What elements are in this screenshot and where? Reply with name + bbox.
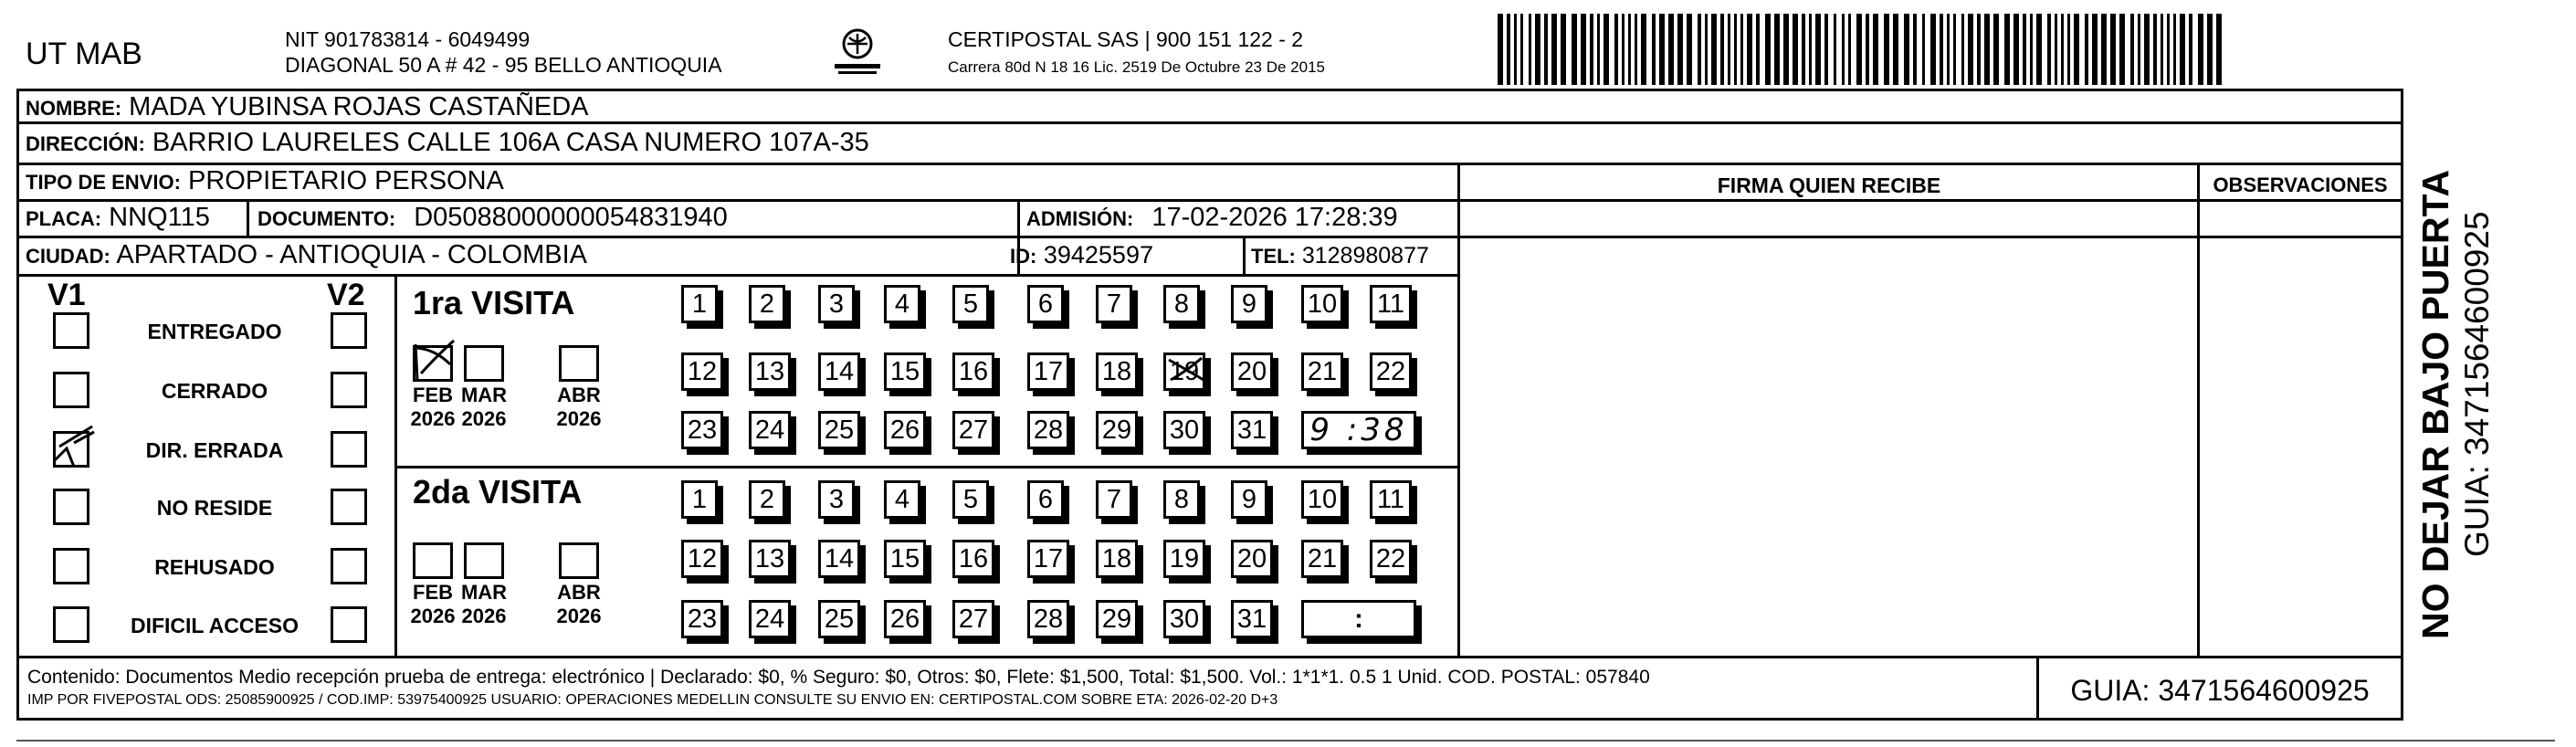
- first-day-box[interactable]: 25: [818, 411, 860, 449]
- barcode-bar: [1866, 14, 1869, 85]
- first-day-box[interactable]: 10: [1301, 285, 1343, 323]
- barcode-bar: [1705, 14, 1708, 85]
- strike-mark-icon: [1163, 352, 1209, 393]
- barcode-bar: [2161, 14, 2163, 85]
- barcode-bar: [2085, 14, 2088, 85]
- visit-split-line: [394, 466, 1459, 468]
- barcode-bar: [1711, 14, 1717, 85]
- barcode-bar: [1893, 14, 1898, 85]
- first-month-label: ABR 2026: [556, 384, 602, 431]
- barcode-bar: [1698, 14, 1701, 85]
- barcode-bar: [1884, 14, 1889, 85]
- barcode-bar: [1984, 14, 1990, 85]
- first-day-box[interactable]: 5: [952, 285, 989, 323]
- v2-checkbox[interactable]: [331, 431, 367, 468]
- first-day-box[interactable]: 21: [1301, 352, 1343, 391]
- first-day-box[interactable]: 3: [818, 285, 855, 323]
- col-line: [2036, 656, 2039, 720]
- second-day-box[interactable]: 13: [749, 540, 791, 578]
- id-value: 39425597: [1043, 241, 1153, 268]
- admision-field: [1026, 205, 1398, 231]
- barcode-bar: [1728, 14, 1730, 85]
- second-day-box[interactable]: 11: [1370, 480, 1412, 519]
- second-day-box[interactable]: 7: [1096, 480, 1132, 519]
- barcode-bar: [1740, 14, 1743, 85]
- nombre-value: MADA YUBINSA ROJAS CASTAÑEDA: [129, 92, 589, 121]
- footer-guia: GUIA: 3471564600925: [2070, 674, 2370, 707]
- second-month-label: MAR 2026: [460, 581, 508, 628]
- second-day-box[interactable]: 19: [1163, 540, 1205, 578]
- footer-content: Contenido: Documentos Medio recepción prueba de entrega: electrónico | Declarado: $0, % Seguro: $0, Otros: $0, Flete: $1,500, Total: $1,500. Vol.: 1*1*1. 0.5 1 Unid. COD. POSTAL: 057840: [27, 667, 1650, 688]
- barcode-bar: [1720, 14, 1724, 85]
- barcode-bar: [1668, 14, 1674, 85]
- v2-label: V2: [327, 278, 365, 312]
- first-month-checkbox[interactable]: [559, 345, 599, 382]
- col-line: [1243, 236, 1246, 274]
- v1-checkbox[interactable]: [53, 312, 89, 349]
- nombre-label: NOMBRE:: [26, 97, 122, 120]
- first-time-box[interactable]: [1301, 411, 1416, 449]
- barcode-bar: [1652, 14, 1656, 85]
- barcode-bar: [2119, 14, 2125, 85]
- second-day-box[interactable]: 24: [749, 600, 791, 638]
- barcode-bar: [2092, 14, 2098, 85]
- second-day-box[interactable]: 27: [952, 600, 994, 638]
- direccion-label: DIRECCIÓN:: [26, 132, 145, 155]
- v2-checkbox[interactable]: [331, 489, 367, 525]
- barcode-bar: [2067, 14, 2070, 85]
- tipo-envio-label: TIPO DE ENVIO:: [26, 171, 181, 194]
- first-month-checkbox[interactable]: [464, 345, 504, 382]
- tipo-envio-field: [26, 168, 504, 195]
- second-day-box[interactable]: 26: [884, 600, 926, 638]
- second-time-value: :: [1354, 604, 1363, 634]
- barcode-bar: [1507, 14, 1510, 85]
- second-day-box[interactable]: 21: [1301, 540, 1343, 578]
- second-day-box[interactable]: 2: [749, 480, 785, 519]
- first-day-box[interactable]: 7: [1096, 285, 1132, 323]
- barcode-bar: [1544, 14, 1548, 85]
- second-day-box[interactable]: 25: [818, 600, 860, 638]
- first-day-box[interactable]: 1: [681, 285, 718, 323]
- barcode-bar: [1947, 14, 1950, 85]
- first-day-box[interactable]: 16: [952, 352, 994, 391]
- barcode-bar: [1873, 14, 1878, 85]
- first-day-box[interactable]: 11: [1370, 285, 1412, 323]
- first-day-box[interactable]: 23: [681, 411, 723, 449]
- direccion-value: BARRIO LAURELES CALLE 106A CASA NUMERO 107A-35: [152, 128, 869, 157]
- barcode: [1498, 14, 2228, 85]
- barcode-bar: [1913, 14, 1917, 85]
- barcode-bar: [1622, 14, 1624, 85]
- barcode-bar: [1498, 14, 1503, 85]
- reason-label: NO RESIDE: [156, 496, 273, 520]
- barcode-bar: [1535, 14, 1540, 85]
- row-line: [16, 656, 2403, 658]
- barcode-bar: [1809, 14, 1812, 85]
- barcode-bar: [2055, 14, 2057, 85]
- barcode-bar: [1968, 14, 1973, 85]
- footer-tracking: IMP POR FIVEPOSTAL ODS: 25085900925 / COD.IMP: 53975400925 USUARIO: OPERACIONES MEDELLIN CONSULTE SU ENVIO EN: CERTIPOSTAL.COM SOBRE ETA: 2026-02-20 D+3: [27, 692, 1278, 708]
- barcode-bar: [1961, 14, 1964, 85]
- first-day-box[interactable]: 26: [884, 411, 926, 449]
- first-day-box[interactable]: 8: [1163, 285, 1200, 323]
- observaciones-header: OBSERVACIONES: [2213, 174, 2388, 196]
- barcode-bar: [2047, 14, 2051, 85]
- v1-checkbox[interactable]: [53, 489, 89, 525]
- barcode-bar: [1572, 14, 1577, 85]
- barcode-bar: [1687, 14, 1692, 85]
- id-field: [1010, 243, 1153, 268]
- barcode-bar: [2189, 14, 2192, 85]
- v2-checkbox[interactable]: [331, 548, 367, 584]
- second-day-box[interactable]: 15: [884, 540, 926, 578]
- barcode-bar: [2180, 14, 2185, 85]
- col-line: [2197, 163, 2200, 658]
- second-day-box[interactable]: 31: [1231, 600, 1273, 638]
- reason-label: CERRADO: [161, 379, 268, 403]
- barcode-bar: [1802, 14, 1805, 85]
- first-day-box[interactable]: 30: [1163, 411, 1205, 449]
- barcode-bar: [1993, 14, 1999, 85]
- barcode-bar: [1756, 14, 1760, 85]
- barcode-bar: [2216, 14, 2222, 85]
- second-day-box[interactable]: 3: [818, 480, 855, 519]
- tipo-envio-value: PROPIETARIO PERSONA: [187, 166, 504, 195]
- first-time-value: 9 :38: [1309, 412, 1408, 448]
- col-line: [247, 199, 249, 237]
- tel-label: TEL:: [1251, 245, 1296, 268]
- frame-bottom: [16, 718, 2403, 721]
- company-name: UT MAB: [26, 37, 142, 71]
- second-time-box[interactable]: [1301, 600, 1416, 638]
- second-day-box[interactable]: 1: [681, 480, 718, 519]
- v1-label: V1: [47, 278, 86, 312]
- first-day-box[interactable]: 28: [1027, 411, 1069, 449]
- reason-label: ENTREGADO: [147, 320, 282, 343]
- barcode-bar: [2167, 14, 2170, 85]
- barcode-bar: [1922, 14, 1925, 85]
- barcode-bar: [2030, 14, 2033, 85]
- barcode-bar: [2198, 14, 2203, 85]
- first-month-label: FEB 2026: [410, 384, 456, 431]
- reason-label: DIFICIL ACCESO: [130, 614, 299, 637]
- second-day-box[interactable]: 14: [818, 540, 860, 578]
- second-day-box[interactable]: 23: [681, 600, 723, 638]
- placa-value: NNQ115: [109, 203, 210, 232]
- first-day-box[interactable]: 18: [1096, 352, 1138, 391]
- barcode-bar: [1793, 14, 1798, 85]
- company-nit: NIT 901783814 - 6049499: [285, 27, 531, 51]
- page-edge: [16, 740, 2555, 742]
- v1-checkbox[interactable]: [53, 372, 89, 408]
- second-day-box[interactable]: 8: [1163, 480, 1200, 519]
- side-no-dejar: NO DEJAR BAJO PUERTA: [2414, 169, 2456, 639]
- reason-label: REHUSADO: [154, 555, 275, 579]
- barcode-bar: [2153, 14, 2157, 85]
- barcode-bar: [1551, 14, 1557, 85]
- barcode-bar: [1597, 14, 1600, 85]
- second-day-box[interactable]: 9: [1231, 480, 1267, 519]
- second-day-box[interactable]: 22: [1370, 540, 1412, 578]
- barcode-bar: [1628, 14, 1631, 85]
- first-day-box[interactable]: 14: [818, 352, 860, 391]
- reason-label: DIR. ERRADA: [145, 438, 284, 462]
- tel-value: 3128980877: [1301, 243, 1429, 268]
- ciudad-label: CIUDAD:: [26, 245, 110, 268]
- barcode-bar: [2173, 14, 2176, 85]
- barcode-bar: [2013, 14, 2019, 85]
- row-line: [16, 199, 2403, 202]
- row-line: [16, 121, 2403, 124]
- company-address: DIAGONAL 50 A # 42 - 95 BELLO ANTIOQUIA: [285, 53, 722, 77]
- barcode-bar: [2036, 14, 2042, 85]
- second-day-box[interactable]: 4: [884, 480, 920, 519]
- first-day-box[interactable]: 24: [749, 411, 791, 449]
- second-month-label: FEB 2026: [410, 581, 456, 628]
- barcode-bar: [1520, 14, 1523, 85]
- certipostal-logo-icon: [829, 26, 886, 80]
- barcode-bar: [1783, 14, 1789, 85]
- barcode-bar: [2023, 14, 2026, 85]
- nombre-field: [26, 94, 589, 121]
- second-month-checkbox[interactable]: [559, 542, 599, 579]
- second-day-box[interactable]: 20: [1231, 540, 1273, 578]
- frame-left: [16, 89, 19, 721]
- v2-checkbox[interactable]: [331, 312, 367, 349]
- check-mark-icon: [408, 337, 463, 383]
- barcode-bar: [1774, 14, 1780, 85]
- col-line: [1457, 163, 1460, 658]
- second-month-checkbox[interactable]: [413, 542, 453, 579]
- barcode-bar: [1614, 14, 1618, 85]
- documento-value: D05088000000054831940: [414, 203, 728, 232]
- first-visit-title: 1ra VISITA: [413, 284, 575, 321]
- direccion-field: [26, 130, 869, 156]
- barcode-bar: [1514, 14, 1517, 85]
- first-day-box[interactable]: 17: [1027, 352, 1069, 391]
- barcode-bar: [1590, 14, 1593, 85]
- barcode-bar: [1635, 14, 1637, 85]
- frame-top: [16, 89, 2403, 91]
- placa-label: PLACA:: [26, 207, 102, 230]
- ciudad-field: [26, 242, 587, 268]
- barcode-bar: [1734, 14, 1737, 85]
- check-mark-icon: [47, 419, 101, 470]
- certipostal-info: CERTIPOSTAL SAS | 900 151 122 - 2: [948, 27, 1304, 51]
- second-day-box[interactable]: 29: [1096, 600, 1138, 638]
- barcode-bar: [2207, 14, 2213, 85]
- first-month-checkbox[interactable]: [413, 345, 453, 382]
- barcode-bar: [1529, 14, 1531, 85]
- barcode-bar: [1848, 14, 1851, 85]
- row-line: [16, 163, 2403, 165]
- ciudad-value: APARTADO - ANTIOQUIA - COLOMBIA: [116, 240, 588, 269]
- first-month-label: MAR 2026: [460, 384, 508, 431]
- first-day-box[interactable]: 27: [952, 411, 994, 449]
- documento-label: DOCUMENTO:: [258, 207, 396, 230]
- barcode-bar: [2144, 14, 2150, 85]
- barcode-bar: [1930, 14, 1936, 85]
- first-day-box[interactable]: 2: [749, 285, 785, 323]
- tel-field: [1251, 245, 1429, 268]
- documento-field: [258, 205, 728, 231]
- first-day-box[interactable]: 22: [1370, 352, 1412, 391]
- barcode-bar: [1904, 14, 1909, 85]
- v2-checkbox[interactable]: [331, 606, 367, 643]
- barcode-bar: [1834, 14, 1836, 85]
- barcode-bar: [1842, 14, 1845, 85]
- barcode-bar: [2004, 14, 2010, 85]
- barcode-bar: [1747, 14, 1752, 85]
- first-day-box[interactable]: 20: [1231, 352, 1273, 391]
- barcode-bar: [1856, 14, 1862, 85]
- barcode-bar: [1953, 14, 1956, 85]
- barcode-bar: [1765, 14, 1771, 85]
- second-day-box[interactable]: 10: [1301, 480, 1343, 519]
- barcode-bar: [1561, 14, 1566, 85]
- barcode-bar: [1641, 14, 1646, 85]
- v2-checkbox[interactable]: [331, 372, 367, 408]
- side-guia: GUIA: 3471564600925: [2458, 211, 2496, 557]
- second-day-box[interactable]: 17: [1027, 540, 1069, 578]
- frame-right: [2401, 89, 2403, 721]
- barcode-bar: [1659, 14, 1665, 85]
- v1-checkbox[interactable]: [53, 548, 89, 584]
- barcode-bar: [2138, 14, 2140, 85]
- first-day-box[interactable]: 19: [1163, 352, 1205, 391]
- second-day-box[interactable]: 6: [1027, 480, 1064, 519]
- second-day-box[interactable]: 18: [1096, 540, 1138, 578]
- second-day-box[interactable]: 16: [952, 540, 994, 578]
- barcode-bar: [1940, 14, 1943, 85]
- first-day-box[interactable]: 31: [1231, 411, 1273, 449]
- first-day-box[interactable]: 4: [884, 285, 920, 323]
- id-label: ID:: [1010, 245, 1037, 268]
- first-day-box[interactable]: 13: [749, 352, 791, 391]
- first-day-box[interactable]: 9: [1231, 285, 1267, 323]
- row-line: [16, 236, 2403, 238]
- col-line: [394, 274, 397, 658]
- second-day-box[interactable]: 30: [1163, 600, 1205, 638]
- second-day-box[interactable]: 5: [952, 480, 989, 519]
- first-day-box[interactable]: 6: [1027, 285, 1064, 323]
- second-visit-title: 2da VISITA: [413, 473, 583, 510]
- row-line: [16, 274, 1459, 277]
- second-day-box[interactable]: 28: [1027, 600, 1069, 638]
- first-day-box[interactable]: 12: [681, 352, 723, 391]
- barcode-bar: [1977, 14, 1981, 85]
- first-day-box[interactable]: 29: [1096, 411, 1138, 449]
- barcode-bar: [1677, 14, 1683, 85]
- v1-checkbox[interactable]: [53, 606, 89, 643]
- second-day-box[interactable]: 12: [681, 540, 723, 578]
- barcode-bar: [2074, 14, 2079, 85]
- admision-value: 17-02-2026 17:28:39: [1151, 203, 1398, 232]
- certipostal-logo: [829, 26, 886, 80]
- admision-label: ADMISIÓN:: [1026, 207, 1134, 230]
- barcode-bar: [1815, 14, 1821, 85]
- barcode-bar: [2110, 14, 2116, 85]
- firma-header: FIRMA QUIEN RECIBE: [1717, 174, 1941, 197]
- barcode-bar: [2130, 14, 2134, 85]
- second-month-checkbox[interactable]: [464, 542, 504, 579]
- certipostal-license: Carrera 80d N 18 16 Lic. 2519 De Octubre 23 De 2015: [948, 58, 1325, 76]
- barcode-bar: [2061, 14, 2064, 85]
- barcode-bar: [1824, 14, 1828, 85]
- barcode-bar: [1603, 14, 1609, 85]
- first-day-box[interactable]: 15: [884, 352, 926, 391]
- placa-field: [26, 205, 210, 231]
- v1-checkbox[interactable]: [53, 431, 89, 468]
- barcode-bar: [1581, 14, 1586, 85]
- barcode-bar: [2101, 14, 2107, 85]
- second-month-label: ABR 2026: [556, 581, 602, 628]
